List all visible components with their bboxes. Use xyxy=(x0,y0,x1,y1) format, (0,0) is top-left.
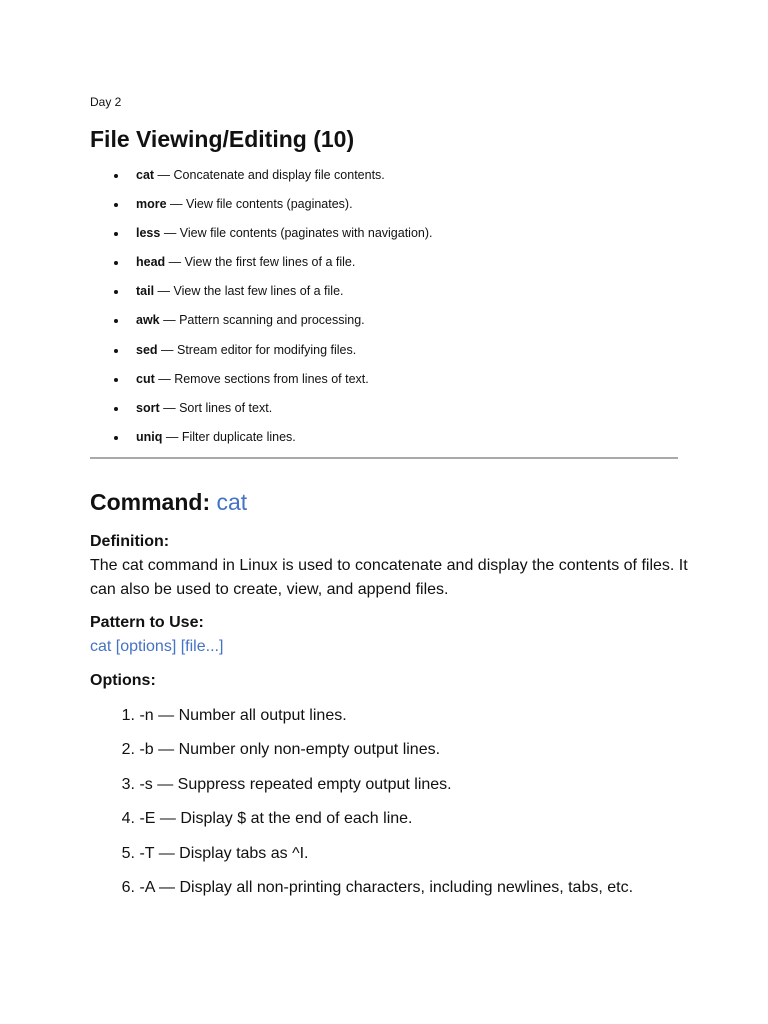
option-text: -E — Display $ at the end of each line. xyxy=(139,810,413,828)
list-item xyxy=(90,705,690,739)
command-name: tail xyxy=(136,284,155,299)
list-item xyxy=(90,166,678,195)
command-name: cut xyxy=(136,371,155,386)
list-item xyxy=(90,282,678,311)
command-description: View file contents (paginates with navigation). xyxy=(179,226,433,241)
separator: — xyxy=(159,313,180,328)
separator: — xyxy=(154,168,174,182)
command-description: Concatenate and display file contents. xyxy=(173,168,385,182)
day-label: Day 2 xyxy=(90,95,122,109)
pattern-text: cat [options] [file...] xyxy=(90,638,224,655)
command-name: head xyxy=(136,255,166,270)
horizontal-divider xyxy=(90,457,678,459)
list-item xyxy=(90,370,678,399)
command-description: View file contents (paginates). xyxy=(186,197,353,212)
list-item xyxy=(90,808,690,842)
command-description: Stream editor for modifying files. xyxy=(177,342,357,357)
separator: — xyxy=(159,400,180,415)
separator: — xyxy=(165,255,185,270)
command-heading-name: cat xyxy=(216,489,248,515)
options-label: Options: xyxy=(90,672,156,689)
list-item xyxy=(90,224,678,253)
option-number: 2. xyxy=(121,741,135,759)
command-name: sort xyxy=(136,400,160,415)
command-heading xyxy=(90,487,247,517)
command-description: View the first few lines of a file. xyxy=(184,255,356,270)
command-description: Remove sections from lines of text. xyxy=(174,371,369,386)
command-name: less xyxy=(136,226,161,241)
option-number: 5. xyxy=(121,844,135,862)
command-name: more xyxy=(136,197,167,212)
command-description: Filter duplicate lines. xyxy=(181,429,296,444)
separator: — xyxy=(154,371,175,386)
separator: — xyxy=(154,284,174,299)
pattern-label: Pattern to Use: xyxy=(90,614,204,631)
list-item xyxy=(90,877,690,911)
option-number: 3. xyxy=(121,775,135,793)
separator: — xyxy=(160,226,180,241)
option-number: 1. xyxy=(121,707,135,724)
command-name: sed xyxy=(136,342,158,357)
command-list xyxy=(90,166,678,457)
command-name: awk xyxy=(136,313,160,328)
option-number: 4. xyxy=(121,810,135,828)
command-description: Pattern scanning and processing. xyxy=(179,313,365,328)
command-description: Sort lines of text. xyxy=(179,400,273,415)
section-title: File Viewing/Editing (10) xyxy=(90,126,355,152)
separator: — xyxy=(166,197,187,212)
list-item xyxy=(90,739,690,773)
separator: — xyxy=(157,342,177,357)
list-item xyxy=(90,399,678,428)
list-item xyxy=(90,253,678,282)
command-description: View the last few lines of a file. xyxy=(173,284,344,299)
definition-text: The cat command in Linux is used to concatenate and display the contents of files. It can also be used to create, view, and append files. xyxy=(90,557,688,598)
definition-label: Definition: xyxy=(90,533,170,550)
command-name: cat xyxy=(136,168,155,182)
list-item xyxy=(90,341,678,370)
command-name: uniq xyxy=(136,429,163,444)
option-text: -b — Number only non-empty output lines. xyxy=(139,741,441,759)
list-item xyxy=(90,774,690,808)
separator: — xyxy=(162,429,182,444)
list-item xyxy=(90,428,678,457)
list-item xyxy=(90,195,678,224)
option-number: 6. xyxy=(121,878,135,896)
option-text: -s — Suppress repeated empty output lines. xyxy=(139,775,452,793)
command-heading-prefix: Command: xyxy=(90,489,217,515)
option-text: -T — Display tabs as ^I. xyxy=(139,844,309,862)
list-item xyxy=(90,311,678,340)
option-text: -n — Number all output lines. xyxy=(139,707,347,724)
option-text: -A — Display all non-printing characters, including newlines, tabs, etc. xyxy=(139,878,634,896)
options-list xyxy=(90,705,690,911)
list-item xyxy=(90,843,690,877)
